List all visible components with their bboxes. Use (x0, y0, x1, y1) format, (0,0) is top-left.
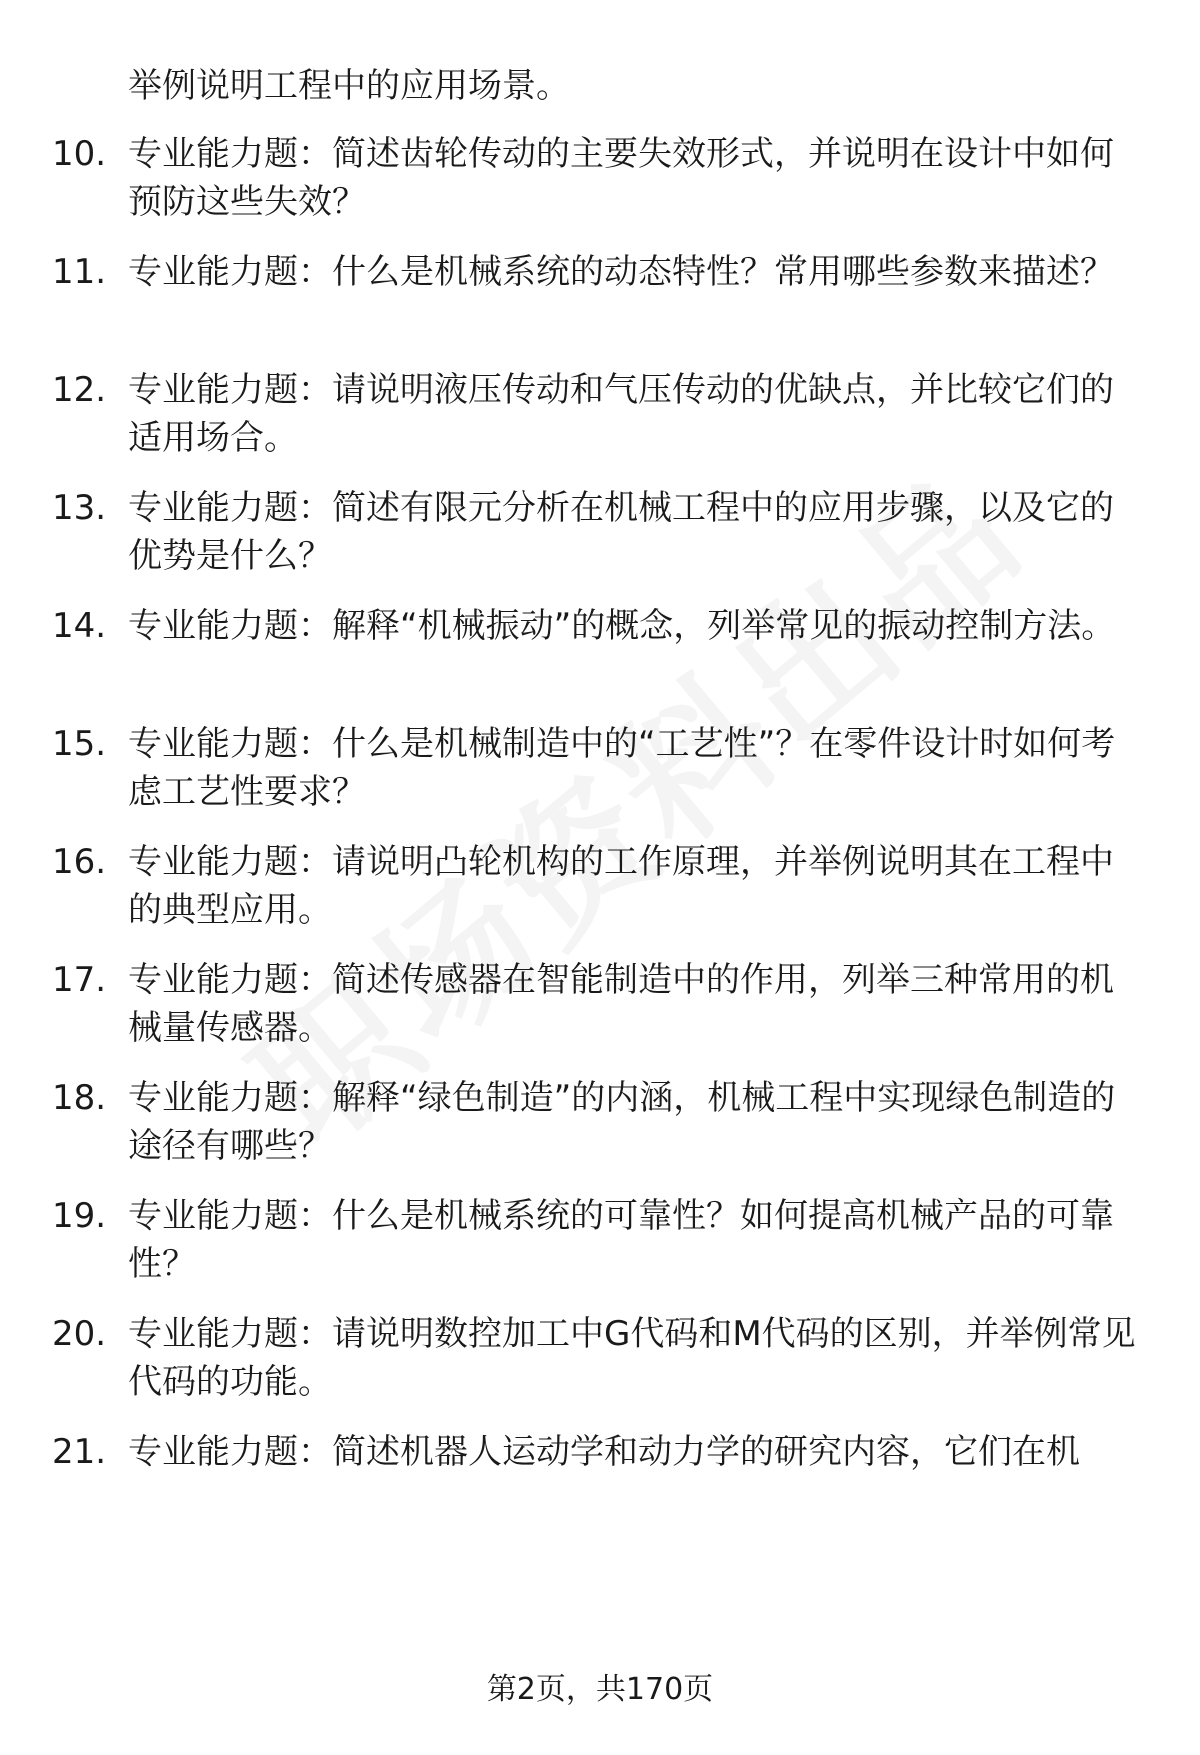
item-number: 18. (52, 1078, 107, 1118)
item-number: 15. (52, 724, 107, 764)
item-text: 专业能力题：请说明液压传动和气压传动的优缺点，并比较它们的适用场合。 (128, 370, 1114, 458)
item-number: 14. (52, 606, 107, 646)
item-text: 专业能力题：简述有限元分析在机械工程中的应用步骤，以及它的优势是什么？ (128, 488, 1114, 576)
item-text: 专业能力题：请说明数控加工中G代码和M代码的区别，并举例常见代码的功能。 (128, 1314, 1136, 1402)
item-number: 13. (52, 488, 107, 528)
item-number: 19. (52, 1196, 107, 1236)
item-number: 17. (52, 960, 107, 1000)
item-number: 11. (52, 252, 107, 292)
item-text: 专业能力题：简述机器人运动学和动力学的研究内容，它们在机 (128, 1432, 1080, 1472)
item-text: 专业能力题：简述齿轮传动的主要失效形式，并说明在设计中如何预防这些失效？ (128, 134, 1114, 222)
item-text: 专业能力题：解释“机械振动”的概念，列举常见的振动控制方法。 (128, 606, 1116, 646)
item-number: 20. (52, 1314, 107, 1354)
page-footer: 第2页，共170页 (486, 1672, 714, 1707)
item-text: 专业能力题：解释“绿色制造”的内涵，机械工程中实现绿色制造的途径有哪些？ (128, 1078, 1116, 1166)
item-text: 专业能力题：什么是机械系统的可靠性？如何提高机械产品的可靠性？ (128, 1196, 1114, 1284)
item-text: 专业能力题：简述传感器在智能制造中的作用，列举三种常用的机械量传感器。 (128, 960, 1114, 1048)
continuation-line: 举例说明工程中的应用场景。 (128, 66, 570, 106)
item-number: 21. (52, 1432, 107, 1472)
item-number: 12. (52, 370, 107, 410)
item-text: 专业能力题：什么是机械系统的动态特性？常用哪些参数来描述？ (128, 252, 1114, 292)
item-number: 10. (52, 134, 107, 174)
item-number: 16. (52, 842, 107, 882)
item-text: 专业能力题：请说明凸轮机构的工作原理，并举例说明其在工程中的典型应用。 (128, 842, 1114, 930)
item-text: 专业能力题：什么是机械制造中的“工艺性”？在零件设计时如何考虑工艺性要求？ (128, 724, 1116, 812)
